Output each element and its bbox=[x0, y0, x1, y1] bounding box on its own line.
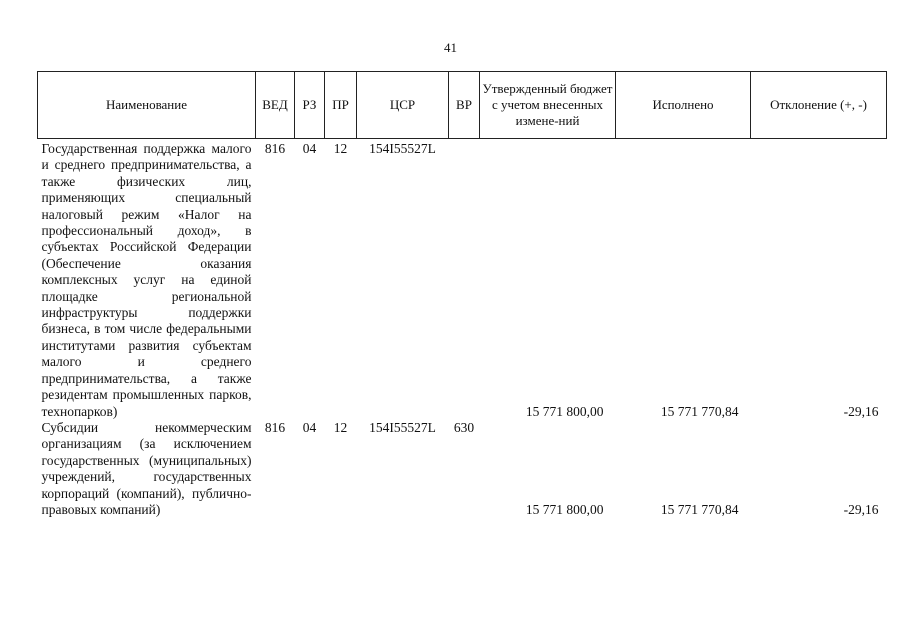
row-rz: 04 bbox=[302, 141, 317, 156]
header-name: Наименование bbox=[38, 72, 256, 139]
row-executed-amount: 15 771 770,84 bbox=[660, 501, 739, 517]
row-executed-amount: 15 771 770,84 bbox=[660, 403, 739, 419]
header-ved: ВЕД bbox=[256, 72, 295, 139]
row-approved-amount: 15 771 800,00 bbox=[525, 403, 604, 419]
row-pr: 12 bbox=[333, 141, 348, 156]
row-name: Государственная поддержка малого и среднего предпринимательства, а также физических лиц, применяющих специальный налоговый режим «Налог на профессиональный доход», в субъектах Российской Федерации (Обеспечение оказания комплексных услуг на единой площадке региональной инфраструктуры поддержки бизнеса, в том числе федеральными институтами развития субъектам малого и среднего предпринимательства, а также резидентам промышленных парков, технопарков) bbox=[41, 141, 252, 419]
header-approved-budget: Утвержденный бюджет с учетом внесенных измене-ний bbox=[480, 72, 616, 139]
header-csr: ЦСР bbox=[357, 72, 449, 139]
row-name: Субсидии некоммерческим организациям (за исключением государственных (муниципальных) учреждений, государственных корпораций (компаний), публично-правовых компаний) bbox=[41, 419, 252, 517]
header-vr: ВР bbox=[449, 72, 480, 139]
table-row bbox=[38, 420, 887, 518]
row-ved: 816 bbox=[264, 419, 286, 435]
table-header-row bbox=[38, 72, 887, 139]
budget-execution-table bbox=[37, 71, 887, 518]
header-deviation: Отклонение (+, -) bbox=[751, 72, 887, 139]
row-deviation-amount: -29,16 bbox=[843, 501, 879, 517]
row-vr: 630 bbox=[453, 419, 475, 435]
page-number: 41 bbox=[444, 40, 457, 55]
row-csr: 154I55527L bbox=[369, 141, 436, 156]
row-ved: 816 bbox=[264, 141, 286, 156]
row-rz: 04 bbox=[302, 419, 317, 435]
header-executed: Исполнено bbox=[616, 72, 751, 139]
header-pr: ПР bbox=[325, 72, 357, 139]
table-row bbox=[38, 139, 887, 420]
row-deviation-amount: -29,16 bbox=[843, 403, 879, 419]
row-vr bbox=[449, 139, 480, 420]
row-csr: 154I55527L bbox=[369, 419, 436, 435]
header-rz: РЗ bbox=[295, 72, 325, 139]
row-pr: 12 bbox=[333, 419, 348, 435]
row-approved-amount: 15 771 800,00 bbox=[525, 501, 604, 517]
